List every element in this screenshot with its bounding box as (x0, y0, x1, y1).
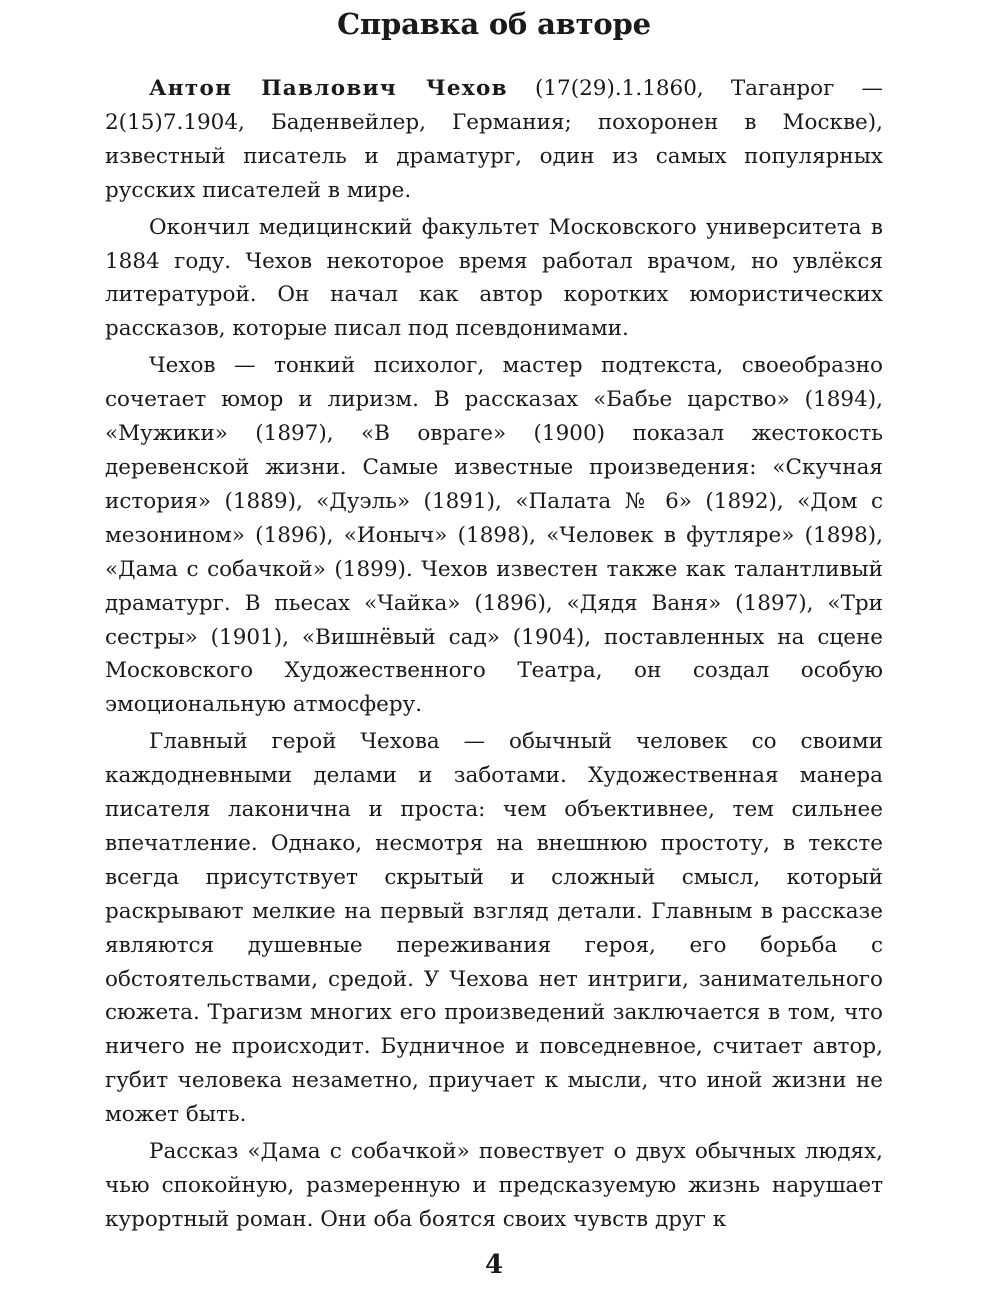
author-bio-text: (17(29).1.1860, Таганрог — 2(15)7.1904, Баденвейлер, Германия; похоронен в Москве), известный писатель и драматург, один из самых популярных русских писателей в мире. (105, 76, 883, 203)
paragraph-education: Окончил медицинский факультет Московского университета в 1884 году. Чехов некоторое время работал врачом, но увлёкся литературой. Он начал как автор коротких юмористических рассказов, которые писал под псевдонимами. (105, 214, 883, 342)
paragraph-style: Главный герой Чехова — обычный человек со своими каждодневными делами и заботами. Художественная манера писателя лаконична и проста: чем объективнее, тем сильнее впечатление. Однако, несмотря на внешнюю простоту, в тексте всегда присутствует скрытый и сложный смысл, который раскрывают мелкие на первый взгляд детали. Главным в рассказе являются душевные переживания героя, его борьба с обстоятельствами, средой. У Чехова нет интриги, занимательного сюжета. Трагизм многих его произведений заключается в том, что ничего не происходит. Будничное и повседневное, считает автор, губит человека незаметно, приучает к мысли, что иной жизни не может быть. (105, 729, 883, 1128)
body-text (105, 72, 883, 1240)
paragraph-works: Чехов — тонкий психолог, мастер подтекста, своеобразно сочетает юмор и лиризм. В рассказах «Бабье царство» (1894), «Мужики» (1897), «В овраге» (1900) показал жестокость деревенской жизни. Самые известные произведения: «Скучная история» (1889), «Дуэль» (1891), «Палата № 6» (1892), «Дом с мезонином» (1896), «Ионыч» (1898), «Человек в футляре» (1898), «Дама с собачкой» (1899). Чехов известен также как талантливый драматург. В пьесах «Чайка» (1896), «Дядя Ваня» (1897), «Три сестры» (1901), «Вишнёвый сад» (1904), поставленных на сцене Московского Художественного Театра, он создал особую эмоциональную атмосферу. (105, 353, 883, 718)
author-name: Антон Павлович Чехов (149, 76, 508, 101)
page-title: Справка об авторе (337, 7, 651, 41)
book-page (105, 0, 883, 1300)
page-number: 4 (484, 1250, 504, 1280)
paragraph-author-bio (105, 72, 883, 208)
paragraph-story: Рассказ «Дама с собачкой» повествует о двух обычных людях, чью спокойную, размеренную и предсказуемую жизнь нарушает курортный роман. Они оба боятся своих чувств друг к (105, 1139, 883, 1232)
